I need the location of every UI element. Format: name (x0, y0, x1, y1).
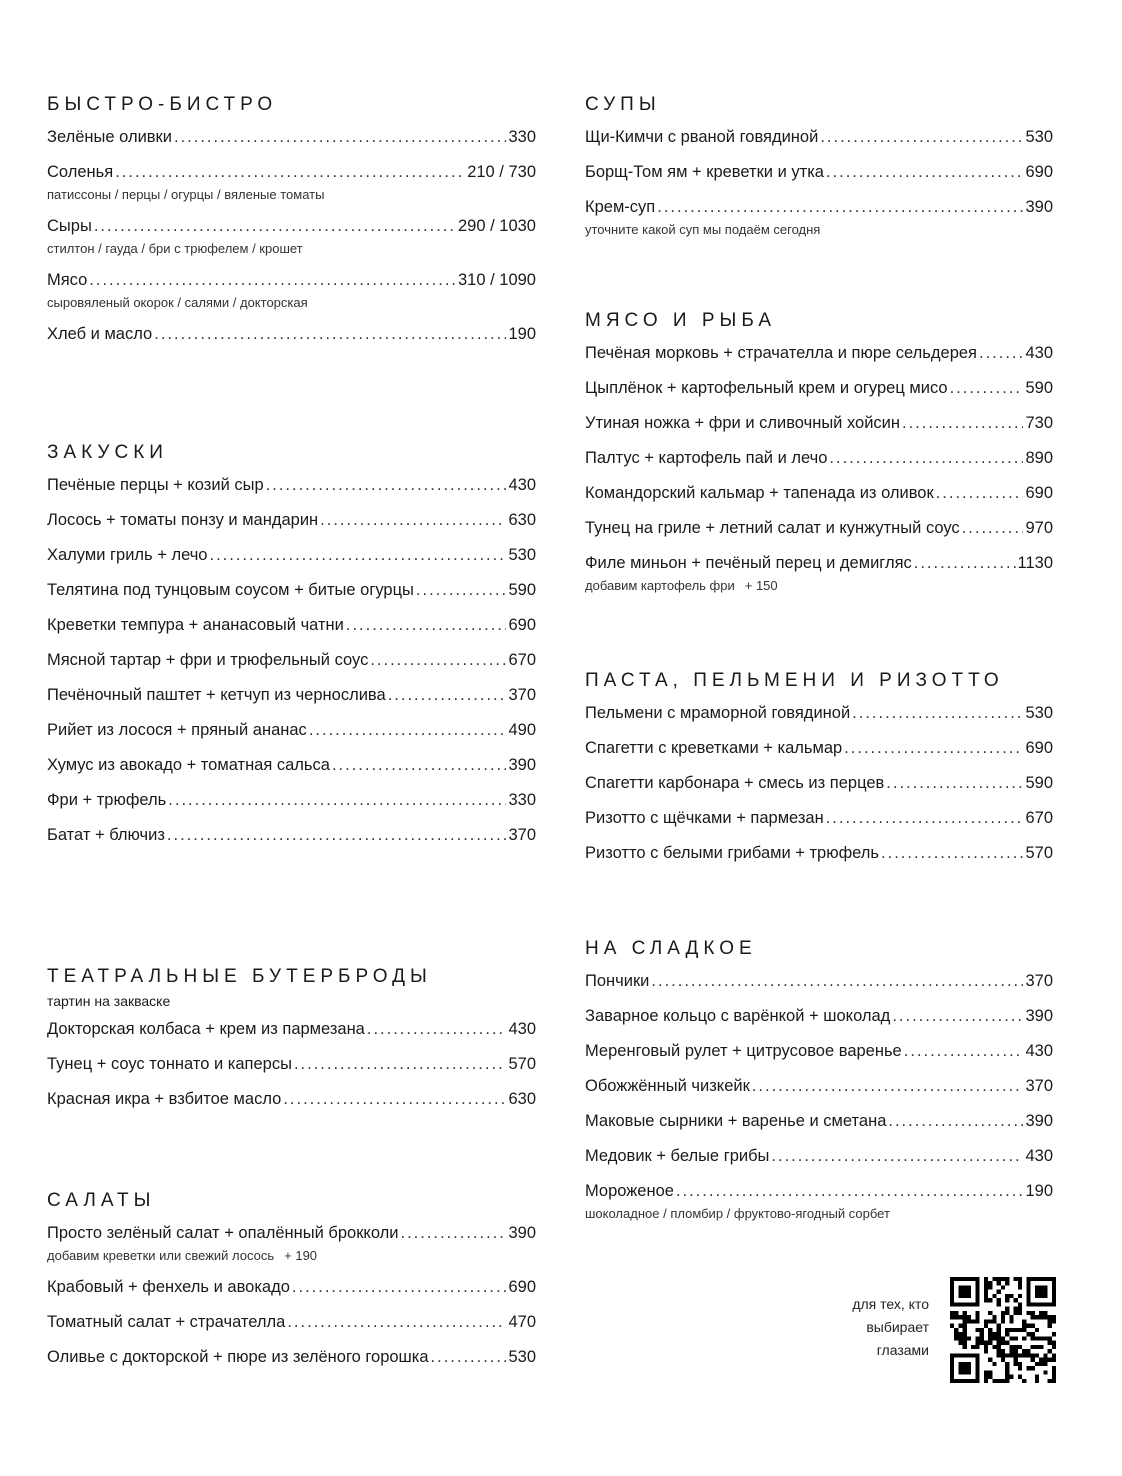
menu-item-row (47, 1345, 536, 1369)
dot-leader (115, 160, 465, 184)
menu-item (47, 1052, 536, 1076)
menu-item-row (47, 1221, 536, 1245)
dish-name: Палтус + картофель пай и лечо (585, 449, 828, 467)
menu-item (585, 160, 1053, 184)
menu-item-row (585, 1039, 1053, 1063)
dish-note (585, 578, 1053, 594)
menu-item (47, 1275, 536, 1299)
dish-name: Хумус из авокадо + томатная сальса (47, 756, 330, 774)
dish-addon-price: + 150 (744, 578, 778, 593)
dot-leader (168, 788, 506, 812)
menu-item (585, 376, 1053, 400)
menu-item-row (47, 322, 536, 346)
menu-item-row (585, 376, 1053, 400)
dot-leader (94, 214, 456, 238)
dish-name: Телятина под тунцовым соусом + битые огурцы (47, 581, 414, 599)
menu-item-row (585, 771, 1053, 795)
menu-item-list (47, 1221, 536, 1369)
section-subtitle: тартин на закваске (47, 993, 171, 1009)
dish-price: 370 (508, 686, 536, 704)
dish-note-text: уточните какой суп мы подаём сегодня (585, 222, 821, 237)
menu-item-row (47, 473, 536, 497)
dish-price: 590 (508, 581, 536, 599)
dish-name: Пельмени с мраморной говядиной (585, 704, 851, 722)
dot-leader (979, 341, 1023, 365)
qr-caption (789, 1293, 929, 1362)
dot-leader (266, 473, 507, 497)
dish-price: 390 (508, 756, 536, 774)
dot-leader (283, 1087, 506, 1111)
dish-name: Спагетти с креветками + кальмар (585, 739, 843, 757)
menu-item (47, 1087, 536, 1111)
menu-item (47, 543, 536, 567)
dot-leader (388, 683, 507, 707)
dish-price: 730 (1025, 414, 1053, 432)
menu-item (47, 578, 536, 602)
menu-item (585, 125, 1053, 149)
dish-note (47, 187, 536, 203)
menu-item (585, 701, 1053, 725)
section-title: БЫСТРО-БИСТРО (47, 94, 278, 115)
dish-note-text: сыровяленый окорок / салями / докторская (47, 295, 308, 310)
dish-price: 670 (1025, 809, 1053, 827)
dish-price: 690 (1025, 163, 1053, 181)
menu-item (47, 823, 536, 847)
dish-name: Фри + трюфель (47, 791, 167, 809)
menu-item (585, 481, 1053, 505)
qr-caption-line: глазами (876, 1342, 929, 1358)
dish-price: 370 (1025, 1077, 1053, 1095)
menu-item (47, 322, 536, 346)
dish-name: Щи-Кимчи с рваной говядиной (585, 128, 819, 146)
dot-leader (431, 1345, 507, 1369)
menu-item (47, 1221, 536, 1264)
dish-name: Халуми гриль + лечо (47, 546, 208, 564)
menu-item-row (47, 1087, 536, 1111)
dish-price: 530 (1025, 704, 1053, 722)
dot-leader (210, 543, 507, 567)
menu-item-row (585, 1179, 1053, 1203)
dish-name: Крем-суп (585, 198, 656, 216)
menu-item (47, 268, 536, 311)
dish-name: Печёные перцы + козий сыр (47, 476, 264, 494)
dish-name: Соленья (47, 163, 114, 181)
dot-leader (962, 516, 1024, 540)
menu-item-row (47, 1052, 536, 1076)
dish-name: Оливье с докторской + пюре из зелёного горошка (47, 1348, 429, 1366)
menu-item-row (47, 1017, 536, 1041)
qr-caption-line: выбирает (866, 1319, 929, 1335)
dish-price: 690 (508, 616, 536, 634)
dish-price: 430 (1025, 1147, 1053, 1165)
menu-item (585, 195, 1053, 238)
dot-leader (950, 376, 1024, 400)
dish-price: 530 (1025, 128, 1053, 146)
dot-leader (829, 446, 1023, 470)
menu-item-row (47, 648, 536, 672)
dish-name: Рийет из лосося + пряный ананас (47, 721, 307, 739)
dish-note (47, 241, 536, 257)
section-title: ЗАКУСКИ (47, 442, 168, 463)
menu-item-list (47, 125, 536, 346)
dish-name: Креветки темпура + ананасовый чатни (47, 616, 344, 634)
dot-leader (852, 701, 1023, 725)
menu-item (585, 1004, 1053, 1028)
menu-item-row (585, 446, 1053, 470)
dot-leader (826, 806, 1024, 830)
menu-item-row (585, 806, 1053, 830)
dish-price: 1130 (1017, 554, 1053, 572)
dish-price: 390 (508, 1224, 536, 1242)
dish-note (585, 1206, 1053, 1222)
dish-price: 690 (1025, 739, 1053, 757)
dish-price: 190 (508, 325, 536, 343)
menu-item (585, 806, 1053, 830)
qr-caption-line: для тех, кто (852, 1296, 929, 1312)
dish-note (47, 295, 536, 311)
dot-leader (771, 1144, 1023, 1168)
menu-item-row (47, 1310, 536, 1334)
menu-item (47, 788, 536, 812)
dish-name: Зелёные оливки (47, 128, 172, 146)
dish-price: 530 (508, 546, 536, 564)
menu-item-row (585, 481, 1053, 505)
menu-item-row (47, 160, 536, 184)
dot-leader (367, 1017, 507, 1041)
dish-price: 310 / 1090 (458, 271, 536, 289)
dish-name: Мороженое (585, 1182, 674, 1200)
menu-item-row (47, 718, 536, 742)
menu-item-list (585, 341, 1053, 594)
menu-item (585, 736, 1053, 760)
dish-name: Мясо (47, 271, 88, 289)
section-title: НА СЛАДКОЕ (585, 938, 757, 959)
dish-name: Утиная ножка + фри и сливочный хойсин (585, 414, 901, 432)
dish-price: 890 (1025, 449, 1053, 467)
menu-item-row (47, 753, 536, 777)
menu-section (47, 440, 536, 858)
menu-item-row (585, 969, 1053, 993)
dish-note-text: шоколадное / пломбир / фруктово-ягодный сорбет (585, 1206, 890, 1221)
dish-name: Борщ-Том ям + креветки и утка (585, 163, 824, 181)
menu-item (585, 1179, 1053, 1222)
dish-name: Меренговый рулет + цитрусовое варенье (585, 1042, 902, 1060)
menu-item (585, 446, 1053, 470)
menu-item-list (585, 701, 1053, 865)
dish-price: 490 (508, 721, 536, 739)
menu-item (585, 969, 1053, 993)
dish-name: Филе миньон + печёный перец и демигляс (585, 554, 912, 572)
qr-block (820, 1277, 1060, 1383)
dish-price: 630 (508, 511, 536, 529)
menu-item-row (585, 1144, 1053, 1168)
dish-price: 370 (1025, 972, 1053, 990)
menu-item (585, 771, 1053, 795)
dish-name: Печёная морковь + страчателла и пюре сельдерея (585, 344, 977, 362)
menu-item (47, 508, 536, 532)
menu-item (47, 1310, 536, 1334)
dish-name: Докторская колбаса + крем из пармезана (47, 1020, 365, 1038)
dish-price: 430 (508, 476, 536, 494)
menu-item-row (47, 788, 536, 812)
menu-item-list (585, 969, 1053, 1222)
dish-price: 570 (508, 1055, 536, 1073)
dish-price: 430 (1025, 1042, 1053, 1060)
dish-name: Красная икра + взбитое масло (47, 1090, 282, 1108)
dish-name: Пончики (585, 972, 650, 990)
menu-item (47, 214, 536, 257)
dish-price: 430 (1025, 344, 1053, 362)
dish-name: Маковые сырники + варенье и сметана (585, 1112, 887, 1130)
dish-note-text: добавим картофель фри (585, 578, 735, 593)
dish-price: 970 (1025, 519, 1053, 537)
dot-leader (294, 1052, 507, 1076)
dot-leader (888, 1109, 1023, 1133)
dot-leader (309, 718, 507, 742)
menu-item (47, 1017, 536, 1041)
dish-price: 190 (1025, 1182, 1053, 1200)
dot-leader (416, 578, 507, 602)
dot-leader (881, 841, 1023, 865)
menu-item (585, 411, 1053, 435)
dot-leader (886, 771, 1023, 795)
dot-leader (287, 1310, 506, 1334)
dish-name: Мясной тартар + фри и трюфельный соус (47, 651, 369, 669)
menu-item-row (585, 341, 1053, 365)
dish-addon-price: + 190 (284, 1248, 318, 1263)
menu-section (585, 92, 1053, 249)
dish-price: 330 (508, 128, 536, 146)
dot-leader (346, 613, 507, 637)
dish-note (585, 222, 1053, 238)
menu-item (585, 841, 1053, 865)
dish-name: Ризотто с белыми грибами + трюфель (585, 844, 880, 862)
dot-leader (167, 823, 507, 847)
dish-price: 590 (1025, 774, 1053, 792)
menu-section (47, 92, 536, 357)
menu-item-row (47, 683, 536, 707)
dish-name: Командорский кальмар + тапенада из оливок (585, 484, 934, 502)
dish-price: 690 (508, 1278, 536, 1296)
section-title: ТЕАТРАЛЬНЫЕ БУТЕРБРОДЫ (47, 966, 432, 987)
menu-section (47, 964, 536, 1122)
dot-leader (820, 125, 1023, 149)
menu-item-row (585, 160, 1053, 184)
menu-item (585, 1074, 1053, 1098)
dish-name: Сыры (47, 217, 92, 235)
section-title: СУПЫ (585, 94, 661, 115)
dish-name: Томатный салат + страчателла (47, 1313, 286, 1331)
menu-item-row (585, 411, 1053, 435)
menu-item-row (47, 823, 536, 847)
menu-item (47, 160, 536, 203)
menu-item-row (585, 195, 1053, 219)
menu-item-list (585, 125, 1053, 238)
dish-price: 430 (508, 1020, 536, 1038)
section-title: САЛАТЫ (47, 1190, 156, 1211)
dish-name: Хлеб и масло (47, 325, 153, 343)
menu-section (47, 1188, 536, 1380)
dish-note-text: стилтон / гауда / бри с трюфелем / крошет (47, 241, 303, 256)
dish-name: Крабовый + фенхель и авокадо (47, 1278, 290, 1296)
dot-leader (752, 1074, 1024, 1098)
menu-item-list (47, 473, 536, 847)
menu-item-row (47, 1275, 536, 1299)
dish-price: 370 (508, 826, 536, 844)
menu-item (47, 753, 536, 777)
dot-leader (174, 125, 506, 149)
dot-leader (844, 736, 1023, 760)
menu-section (585, 308, 1053, 605)
menu-item (47, 683, 536, 707)
menu-section (585, 668, 1053, 876)
dish-price: 670 (508, 651, 536, 669)
dish-name: Тунец + соус тоннато и каперсы (47, 1055, 292, 1073)
dot-leader (657, 195, 1023, 219)
menu-item (585, 516, 1053, 540)
qr-code-icon[interactable] (950, 1277, 1056, 1383)
menu-item-row (585, 1004, 1053, 1028)
dish-price: 530 (508, 1348, 536, 1366)
dish-price: 390 (1025, 198, 1053, 216)
dish-price: 570 (1025, 844, 1053, 862)
menu-item-row (47, 508, 536, 532)
dot-leader (400, 1221, 506, 1245)
menu-item-row (585, 1109, 1053, 1133)
dot-leader (320, 508, 506, 532)
menu-item-row (47, 125, 536, 149)
dot-leader (676, 1179, 1024, 1203)
dish-name: Тунец на гриле + летний салат и кунжутный соус (585, 519, 960, 537)
dish-name: Батат + блючиз (47, 826, 165, 844)
dish-price: 470 (508, 1313, 536, 1331)
dish-name: Спагетти карбонара + смесь из перцев (585, 774, 885, 792)
dish-price: 390 (1025, 1112, 1053, 1130)
dot-leader (904, 1039, 1024, 1063)
menu-item-row (585, 841, 1053, 865)
dot-leader (902, 411, 1023, 435)
dish-name: Лосось + томаты понзу и мандарин (47, 511, 319, 529)
dish-price: 690 (1025, 484, 1053, 502)
dot-leader (292, 1275, 507, 1299)
menu-item-row (585, 701, 1053, 725)
dish-price: 330 (508, 791, 536, 809)
menu-item (585, 1109, 1053, 1133)
menu-item (47, 613, 536, 637)
menu-item-row (47, 543, 536, 567)
menu-item (47, 718, 536, 742)
dish-note-text: добавим креветки или свежий лосось (47, 1248, 275, 1263)
dish-price: 630 (508, 1090, 536, 1108)
dish-name: Просто зелёный салат + опалённый брокколи (47, 1224, 399, 1242)
dish-price: 290 / 1030 (458, 217, 536, 235)
dot-leader (332, 753, 507, 777)
menu-item (47, 473, 536, 497)
menu-item (585, 1144, 1053, 1168)
menu-item-row (47, 268, 536, 292)
dish-price: 390 (1025, 1007, 1053, 1025)
dot-leader (936, 481, 1024, 505)
menu-item-row (47, 214, 536, 238)
section-title: МЯСО И РЫБА (585, 310, 777, 331)
dot-leader (651, 969, 1023, 993)
dish-price: 210 / 730 (467, 163, 536, 181)
dot-leader (154, 322, 506, 346)
menu-item-row (585, 551, 1053, 575)
dish-note (47, 1248, 536, 1264)
dish-note-text: патиссоны / перцы / огурцы / вяленые томаты (47, 187, 325, 202)
menu-item-row (585, 125, 1053, 149)
dot-leader (914, 551, 1016, 575)
menu-item (585, 1039, 1053, 1063)
menu-item (47, 125, 536, 149)
dish-name: Ризотто с щёчками + пармезан (585, 809, 824, 827)
section-title: ПАСТА, ПЕЛЬМЕНИ И РИЗОТТО (585, 670, 1004, 691)
menu-item (47, 1345, 536, 1369)
dish-name: Печёночный паштет + кетчуп из чернослива (47, 686, 386, 704)
menu-section (585, 936, 1053, 1233)
dot-leader (89, 268, 456, 292)
dot-leader (370, 648, 506, 672)
dish-name: Медовик + белые грибы (585, 1147, 770, 1165)
menu-item-row (47, 578, 536, 602)
dish-name: Заварное кольцо с варёнкой + шоколад (585, 1007, 891, 1025)
menu-item-row (585, 516, 1053, 540)
dish-name: Обожжённый чизкейк (585, 1077, 750, 1095)
menu-item (47, 648, 536, 672)
menu-item (585, 341, 1053, 365)
menu-item-row (585, 1074, 1053, 1098)
dish-price: 590 (1025, 379, 1053, 397)
dot-leader (826, 160, 1024, 184)
dish-name: Цыплёнок + картофельный крем и огурец мисо (585, 379, 948, 397)
menu-item-row (47, 613, 536, 637)
menu-item-row (585, 736, 1053, 760)
dot-leader (892, 1004, 1023, 1028)
menu-item (585, 551, 1053, 594)
menu-item-list (47, 1017, 536, 1111)
